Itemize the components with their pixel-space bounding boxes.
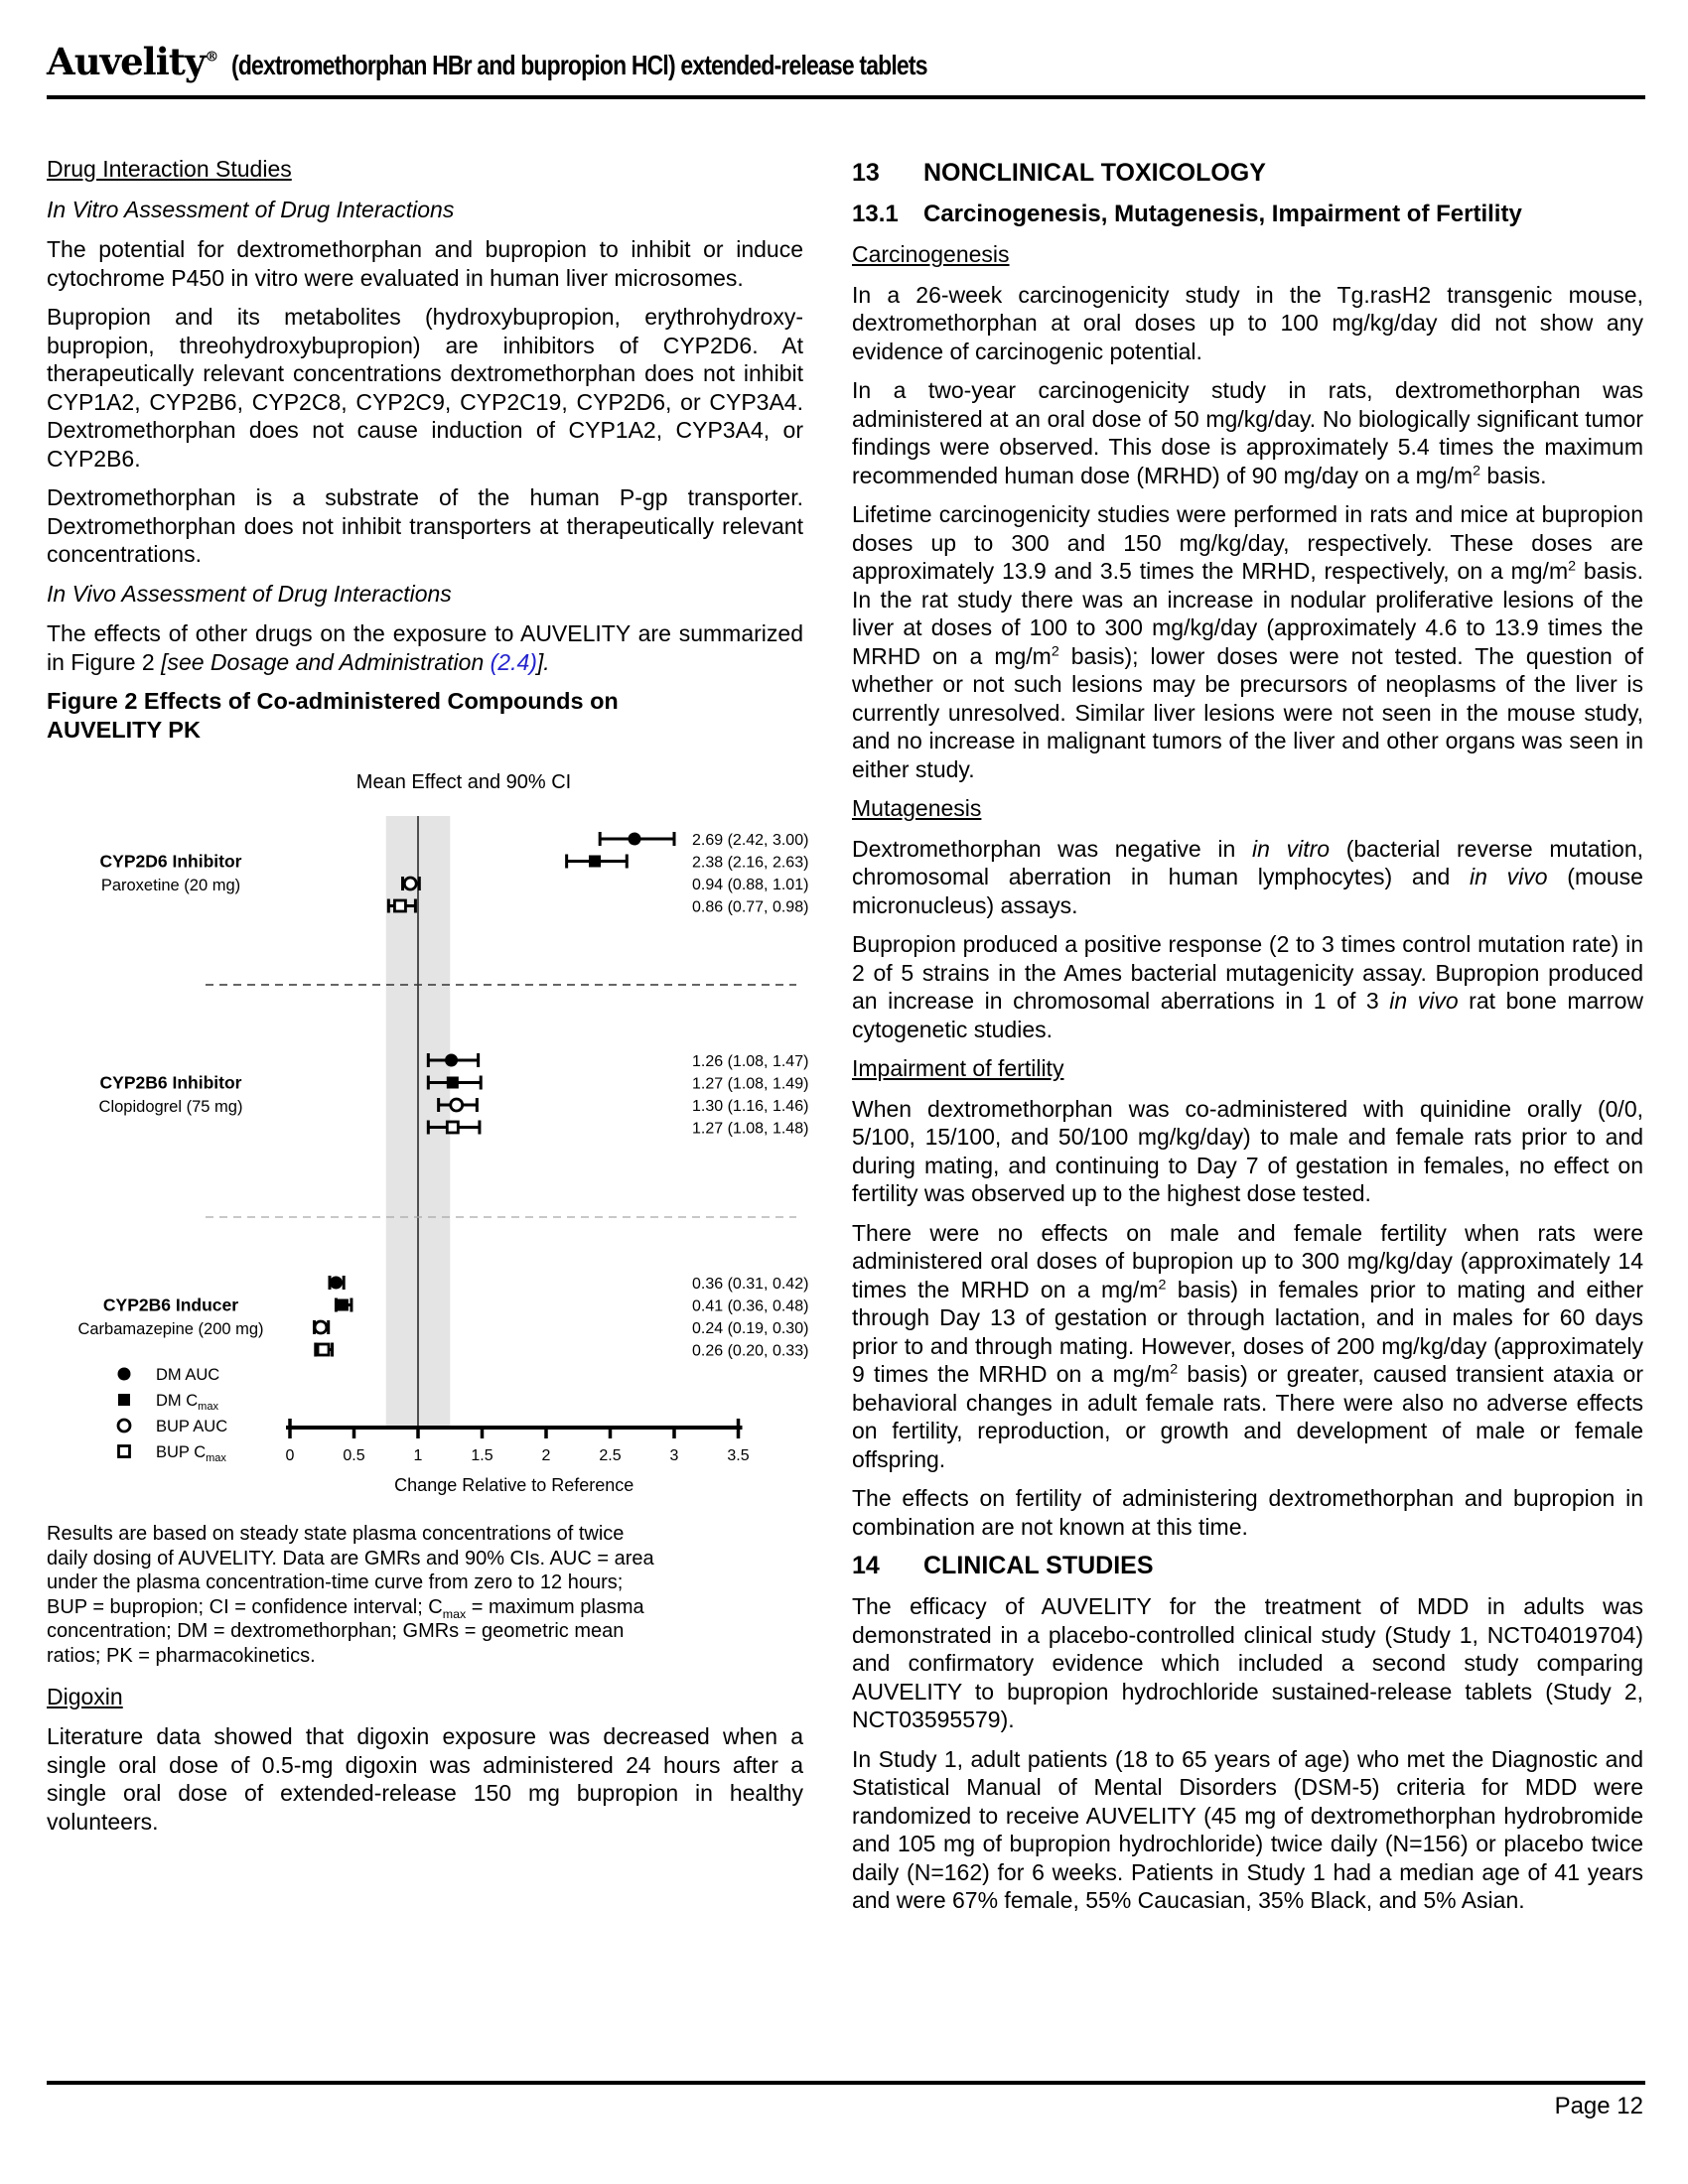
- value-label: 1.30 (1.16, 1.46): [692, 1098, 809, 1115]
- x-tick-label: 2.5: [599, 1447, 622, 1464]
- section-14-heading: [852, 1552, 1643, 1580]
- data-marker-filled-circle: [629, 833, 641, 846]
- data-marker-filled-circle: [118, 1368, 131, 1381]
- group-sublabel: Paroxetine (20 mg): [100, 877, 241, 894]
- data-marker-open-circle: [451, 1099, 463, 1111]
- text-run: 2: [1051, 642, 1059, 659]
- figure-2-footnote: [47, 1522, 662, 1669]
- text-run: basis. In the rat study there was an increase in nodular proliferative lesions of the liver at doses of 100 to 300 mg/kg/day (approximately 4.6 to 13.9 times the MRHD on a mg/m: [852, 558, 1643, 669]
- section-13-1-heading: [852, 200, 1643, 228]
- data-marker-open-circle: [404, 878, 416, 889]
- paragraph: The effects on fertility of administering dextromethorphan and bupropion in combination are not known at this time.: [852, 1485, 1643, 1540]
- paragraph: The potential for dextromethorphan and bupropion to inhibit or induce cytochrome P450 in vitro were evaluated in human liver microsomes.: [47, 236, 803, 291]
- data-marker-open-square: [119, 1446, 130, 1457]
- heading-in-vitro-assessment: In Vitro Assessment of Drug Interactions: [47, 196, 455, 222]
- x-tick-label: 0.5: [343, 1447, 365, 1464]
- heading-digoxin: Digoxin: [47, 1683, 123, 1709]
- page-number: Page 12: [1554, 2093, 1643, 2119]
- legend-label: DM AUC: [156, 1366, 220, 1384]
- section-number: 14: [852, 1552, 880, 1579]
- section-title: Carcinogenesis, Mutagenesis, Impairment of Fertility: [923, 201, 1522, 227]
- text-run: [see Dosage and Administration: [161, 648, 491, 675]
- data-marker-filled-square: [589, 856, 601, 868]
- figure-2-forest-plot: [47, 754, 809, 1516]
- dosage-administration-link[interactable]: (2.4): [490, 648, 537, 675]
- heading-drug-interaction-studies: Drug Interaction Studies: [47, 156, 292, 182]
- section-number: 13.1: [852, 201, 899, 227]
- text-run: Results are based on steady state plasma concentrations of twice daily dosing of AUVELITY. Data are GMRs and 90% CIs. AUC = area under the plasma concentration-time curve from zero to 12 hours; BUP = bupropion; CI = confidence interval; C: [47, 1523, 654, 1618]
- text-run: (mouse micronucleus) assays.: [852, 864, 1643, 918]
- paragraph: [852, 835, 1643, 920]
- text-run: ].: [536, 648, 550, 675]
- text-run: in vivo: [1470, 864, 1548, 889]
- legend-label: DM $C_{max}$: [156, 1392, 218, 1413]
- heading-impairment-of-fertility: Impairment of fertility: [852, 1055, 1064, 1081]
- section-number: 13: [852, 159, 880, 187]
- paragraph: In Study 1, adult patients (18 to 65 years of age) who met the Diagnostic and Statistical Manual of Mental Disorders (DSM-5) criteria for MDD were randomized to receive AUVELITY (45 mg of dextromethorphan hydrobromide and 105 mg of bupropion hydrochloride) twice daily (N=156) or placebo twice daily (N=162) for 6 weeks. Patients in Study 1 had a median age of 41 years and were 67% female, 55% Caucasian, 35% Black, and 5% Asian.: [852, 1745, 1643, 1913]
- data-marker-filled-circle: [445, 1054, 458, 1067]
- text-run: basis.: [1480, 462, 1547, 488]
- paragraph: [852, 500, 1643, 783]
- x-axis-title: Change Relative to Reference: [394, 1475, 634, 1495]
- header-subtitle: (dextromethorphan HBr and bupropion HCl) extended-release tablets: [231, 50, 928, 80]
- paragraph: The efficacy of AUVELITY for the treatment of MDD in adults was demonstrated in a placebo-controlled clinical study (Study 1, NCT04019704) and confirmatory evidence which included a second study comparing AUVELITY to bupropion hydrochloride sustained-release tablets (Study 2, NCT03595579).: [852, 1593, 1643, 1732]
- data-marker-filled-square: [118, 1394, 130, 1406]
- data-marker-open-circle: [315, 1321, 327, 1333]
- x-tick-label: 3: [669, 1447, 679, 1464]
- value-label: 0.41 (0.36, 0.48): [692, 1297, 809, 1315]
- data-marker-open-circle: [118, 1420, 130, 1432]
- value-label: 1.27 (1.08, 1.48): [692, 1120, 809, 1138]
- text-run: rat bone marrow cytogenetic studies.: [852, 988, 1643, 1042]
- paragraph: [852, 1219, 1643, 1474]
- value-label: 0.36 (0.31, 0.42): [692, 1276, 809, 1293]
- section-title: CLINICAL STUDIES: [923, 1552, 1154, 1579]
- text-run: There were no effects on male and female fertility when rats were administered oral doses of bupropion up to 300 mg/kg/day (approximately 14 times the MRHD on a mg/m: [852, 1219, 1643, 1302]
- left-column: [47, 155, 809, 1846]
- paragraph: [47, 619, 803, 676]
- x-tick-label: 0: [285, 1447, 295, 1464]
- x-tick-label: 2: [541, 1447, 551, 1464]
- value-label: 0.94 (0.88, 1.01): [692, 877, 809, 893]
- text-run: = maximum plasma concentration; DM = dextromethorphan; GMRs = geometric mean ratios; PK = pharmacokinetics.: [47, 1595, 644, 1667]
- text-run: The effects of other drugs on the exposure to AUVELITY are summarized in Figure 2: [47, 620, 803, 675]
- text-run: 2: [1158, 1276, 1167, 1293]
- text-run: 2: [1568, 558, 1577, 575]
- value-label: 1.27 (1.08, 1.49): [692, 1075, 809, 1093]
- group-sublabel: Carbamazepine (200 mg): [77, 1320, 264, 1338]
- heading-carcinogenesis: Carcinogenesis: [852, 241, 1010, 267]
- text-run: Dextromethorphan was negative in: [852, 835, 1252, 862]
- data-marker-filled-square: [447, 1077, 459, 1089]
- text-run: 2: [1170, 1361, 1179, 1378]
- forest-plot-svg: [47, 754, 821, 1511]
- value-label: 2.69 (2.42, 3.00): [692, 832, 809, 849]
- page-header: [47, 40, 1645, 83]
- paragraph: Dextromethorphan is a substrate of the human P-gp transporter. Dextromethorphan does not inhibit transporters at therapeutically relevant concentrations.: [47, 484, 803, 567]
- section-13-heading: [852, 159, 1643, 188]
- data-marker-open-square: [394, 900, 405, 911]
- text-run: Lifetime carcinogenicity studies were performed in rats and mice at bupropion doses up to 300 and 150 mg/kg/day, respectively. These doses are approximately 13.9 and 3.5 times the MRHD, respectively, on a mg/m: [852, 501, 1643, 584]
- section-title: NONCLINICAL TOXICOLOGY: [923, 159, 1266, 187]
- paragraph: In a 26-week carcinogenicity study in the Tg.rasH2 transgenic mouse, dextromethorphan at oral doses up to 100 mg/kg/day did not show any evidence of carcinogenic potential.: [852, 281, 1643, 364]
- data-marker-filled-square: [337, 1299, 349, 1311]
- text-run: basis) in females prior to mating and either through Day 13 of gestation or through lactation, and in males for 60 days prior to and through mating. However, doses of 200 mg/kg/day (approximately 9 times the MRHD on a mg/m: [852, 1276, 1643, 1387]
- paragraph: [852, 376, 1643, 489]
- legend-label: BUP $C_{max}$: [156, 1443, 226, 1464]
- text-run: (bacterial reverse mutation, chromosomal aberration in human lymphocytes) and: [852, 835, 1643, 889]
- text-run: basis) or greater, caused transient ataxia or behavioral changes in adult female rats. There were also no adverse effects on fertility, reproduction, or growth and development of male or female offspring.: [852, 1361, 1643, 1472]
- footer-rule: [47, 2081, 1645, 2085]
- data-marker-open-square: [318, 1344, 329, 1355]
- value-label: 2.38 (2.16, 2.63): [692, 854, 809, 872]
- text-run: basis); lower doses were not tested. The question of whether or not such lesions may be precursors of neoplasms of the liver is currently unresolved. Similar liver lesions were not seen in the mouse study, and no increase in malignant tumors of the liver and other organs was seen in either study.: [852, 642, 1643, 782]
- text-run: max: [442, 1606, 467, 1621]
- value-label: 0.26 (0.20, 0.33): [692, 1342, 809, 1360]
- value-label: 0.86 (0.77, 0.98): [692, 898, 809, 916]
- group-label: CYP2B6 Inhibitor: [99, 1072, 242, 1093]
- heading-in-vivo-assessment: In Vivo Assessment of Drug Interactions: [47, 580, 452, 607]
- x-tick-label: 1.5: [471, 1447, 493, 1464]
- right-column: [852, 155, 1643, 1926]
- paragraph: [852, 930, 1643, 1043]
- brand-logo: Auvelity®: [47, 40, 218, 83]
- x-tick-label: 1: [413, 1447, 423, 1464]
- paragraph: When dextromethorphan was co-administered with quinidine orally (0/0, 5/100, 15/100, and 50/100 mg/kg/day) to male and female rats prior to and during mating, and continuing to Day 7 of gestation in females, no effect on fertility was observed up to the highest dose tested.: [852, 1095, 1643, 1206]
- text-run: in vivo: [1389, 988, 1459, 1014]
- header-rule: [47, 95, 1645, 99]
- paragraph: Bupropion and its metabolites (hydroxybupropion, erythrohydroxy-bupropion, threohydroxybupropion) are inhibitors of CYP2D6. At therapeutically relevant concentrations dextromethorphan does not inhibit CYP1A2, CYP2B6, CYP2C8, CYP2C9, CYP2C19, CYP2D6, or CYP3A4. Dextromethorphan does not cause induction of CYP1A2, CYP3A4, or CYP2B6.: [47, 304, 803, 472]
- value-label: 0.24 (0.19, 0.30): [692, 1320, 809, 1337]
- figure-2-caption: Figure 2 Effects of Co-administered Compounds on AUVELITY PK: [47, 688, 619, 743]
- data-marker-filled-circle: [330, 1277, 343, 1290]
- group-sublabel: Clopidogrel (75 mg): [98, 1098, 243, 1116]
- x-tick-label: 3.5: [727, 1447, 750, 1464]
- group-label: CYP2D6 Inhibitor: [99, 851, 242, 872]
- paragraph: Literature data showed that digoxin exposure was decreased when a single oral dose of 0.5-mg digoxin was administered 24 hours after a single oral dose of extended-release 150 mg bupropion in healthy volunteers.: [47, 1723, 803, 1835]
- chart-title: Mean Effect and 90% CI: [355, 771, 572, 793]
- text-run: In a two-year carcinogenicity study in rats, dextromethorphan was administered at an oral dose of 50 mg/kg/day. No biologically significant tumor findings were observed. This dose is approximately 5.4 times the maximum recommended human dose (MRHD) of 90 mg/day on a mg/m: [852, 377, 1643, 488]
- legend-label: BUP AUC: [156, 1418, 228, 1435]
- registered-mark: ®: [205, 49, 218, 66]
- data-marker-open-square: [447, 1122, 458, 1133]
- heading-mutagenesis: Mutagenesis: [852, 795, 982, 821]
- text-run: Bupropion produced a positive response (2 to 3 times control mutation rate) in 2 of 5 strains in the Ames bacterial mutagenicity assay. Bupropion produced an increase in chromosomal aberrations in 1 of 3: [852, 931, 1643, 1014]
- value-label: 1.26 (1.08, 1.47): [692, 1053, 809, 1070]
- group-label: CYP2B6 Inducer: [102, 1295, 239, 1315]
- text-run: in vitro: [1252, 835, 1331, 862]
- text-run: 2: [1473, 462, 1481, 478]
